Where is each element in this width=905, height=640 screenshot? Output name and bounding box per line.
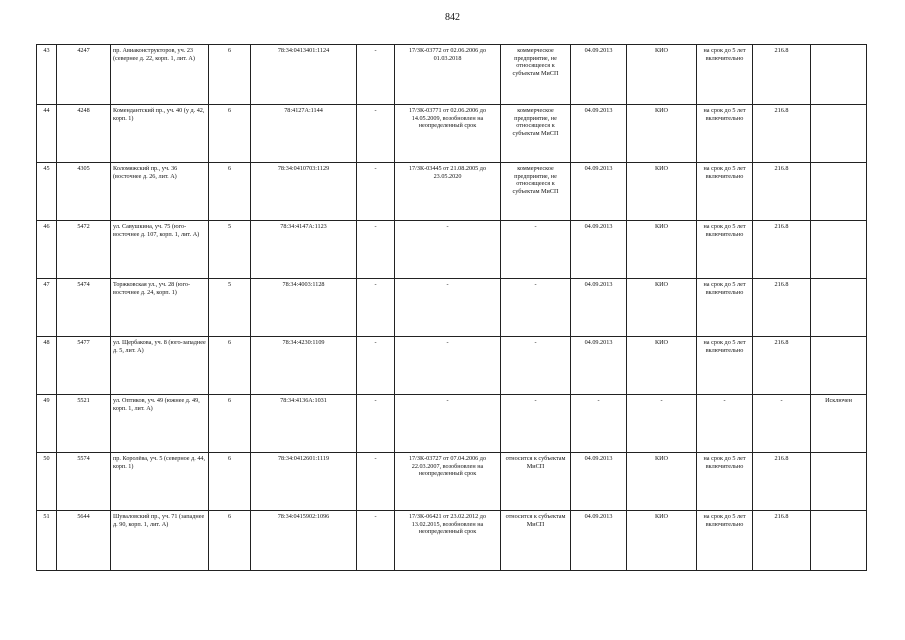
rate-cell: 216.8: [753, 337, 811, 395]
lease-term-cell: на срок до 5 лет включительно: [697, 511, 753, 571]
area-cell: -: [357, 395, 395, 453]
rate-cell: 216.8: [753, 45, 811, 105]
authority-cell: -: [627, 395, 697, 453]
tenant-category-cell: -: [501, 395, 571, 453]
area-cell: -: [357, 453, 395, 511]
table-row: [37, 395, 867, 453]
note-cell: [811, 337, 867, 395]
area-cell: -: [357, 45, 395, 105]
authority-cell: КИО: [627, 453, 697, 511]
lease-contract-cell: 17/ЗК-06421 от 23.02.2012 до 13.02.2015, возобновлен на неопределенный срок: [395, 511, 501, 571]
rate-cell: 216.8: [753, 163, 811, 221]
lease-term-cell: на срок до 5 лет включительно: [697, 221, 753, 279]
date-cell: 04.09.2013: [571, 105, 627, 163]
table-row: [37, 453, 867, 511]
lease-term-cell: на срок до 5 лет включительно: [697, 105, 753, 163]
row-number-cell: 49: [37, 395, 57, 453]
table-row: [37, 511, 867, 571]
note-cell: [811, 511, 867, 571]
rate-cell: 216.8: [753, 221, 811, 279]
tenant-category-cell: -: [501, 337, 571, 395]
authority-cell: КИО: [627, 45, 697, 105]
object-id-cell: 4248: [57, 105, 111, 163]
cadastral-number-cell: 78:34:4147А:1123: [251, 221, 357, 279]
rate-cell: 216.8: [753, 279, 811, 337]
lease-contract-cell: 17/ЗК-03727 от 07.04.2006 до 22.03.2007, возобновлен на неопределенный срок: [395, 453, 501, 511]
table-row: [37, 337, 867, 395]
date-cell: 04.09.2013: [571, 511, 627, 571]
row-number-cell: 51: [37, 511, 57, 571]
area-cell: -: [357, 337, 395, 395]
row-number-cell: 47: [37, 279, 57, 337]
table-row: [37, 221, 867, 279]
note-cell: [811, 163, 867, 221]
lease-term-cell: на срок до 5 лет включительно: [697, 45, 753, 105]
area-cell: -: [357, 511, 395, 571]
lease-contract-cell: 17/ЗК-03772 от 02.06.2006 до 01.03.2018: [395, 45, 501, 105]
zone-cell: 6: [209, 395, 251, 453]
object-id-cell: 4247: [57, 45, 111, 105]
tenant-category-cell: коммерческое предприятие, не относящееся к субъектам МиСП: [501, 45, 571, 105]
page-number: 842: [445, 12, 460, 23]
address-cell: пр. Королёва, уч. 5 (северное д. 44, корп. 1): [111, 453, 209, 511]
rate-cell: 216.8: [753, 453, 811, 511]
authority-cell: КИО: [627, 221, 697, 279]
lease-contract-cell: 17/ЗК-03771 от 02.06.2006 до 14.05.2009, возобновлен на неопределенный срок: [395, 105, 501, 163]
object-id-cell: 5574: [57, 453, 111, 511]
lease-contract-cell: -: [395, 337, 501, 395]
address-cell: ул. Оптиков, уч. 49 (южнее д. 49, корп. 1, лит. А): [111, 395, 209, 453]
note-cell: [811, 279, 867, 337]
authority-cell: КИО: [627, 105, 697, 163]
date-cell: 04.09.2013: [571, 45, 627, 105]
zone-cell: 6: [209, 511, 251, 571]
date-cell: -: [571, 395, 627, 453]
tenant-category-cell: относится к субъектам МиСП: [501, 511, 571, 571]
area-cell: -: [357, 279, 395, 337]
row-number-cell: 45: [37, 163, 57, 221]
date-cell: 04.09.2013: [571, 279, 627, 337]
cadastral-number-cell: 78:34:4003:1128: [251, 279, 357, 337]
row-number-cell: 46: [37, 221, 57, 279]
authority-cell: КИО: [627, 279, 697, 337]
zone-cell: 6: [209, 105, 251, 163]
row-number-cell: 44: [37, 105, 57, 163]
address-cell: ул. Щербакова, уч. 8 (юго-западнее д. 5, лит. А): [111, 337, 209, 395]
cadastral-number-cell: 78:34:0413401:1124: [251, 45, 357, 105]
address-cell: Коломяжский пр., уч. 36 (восточнее д. 26, лит. А): [111, 163, 209, 221]
zone-cell: 5: [209, 279, 251, 337]
lease-term-cell: -: [697, 395, 753, 453]
lease-term-cell: на срок до 5 лет включительно: [697, 279, 753, 337]
note-cell: [811, 105, 867, 163]
table-row: [37, 163, 867, 221]
rate-cell: -: [753, 395, 811, 453]
object-id-cell: 5644: [57, 511, 111, 571]
note-cell: Исключен: [811, 395, 867, 453]
note-cell: [811, 453, 867, 511]
note-cell: [811, 45, 867, 105]
address-cell: пр. Авиаконструкторов, уч. 23 (севернее д. 22, корп. 1, лит. А): [111, 45, 209, 105]
zone-cell: 5: [209, 221, 251, 279]
object-id-cell: 5521: [57, 395, 111, 453]
tenant-category-cell: относится к субъектам МиСП: [501, 453, 571, 511]
address-cell: ул. Савушкина, уч. 75 (юго-восточнее д. 107, корп. 1, лит. А): [111, 221, 209, 279]
zone-cell: 6: [209, 337, 251, 395]
lease-term-cell: на срок до 5 лет включительно: [697, 453, 753, 511]
cadastral-number-cell: 78:34:4136А:1031: [251, 395, 357, 453]
area-cell: -: [357, 163, 395, 221]
area-cell: -: [357, 105, 395, 163]
date-cell: 04.09.2013: [571, 163, 627, 221]
authority-cell: КИО: [627, 511, 697, 571]
lease-contract-cell: -: [395, 221, 501, 279]
lease-contract-cell: 17/ЗК-03445 от 21.08.2005 до 23.05.2020: [395, 163, 501, 221]
cadastral-number-cell: 78:34:0412601:1119: [251, 453, 357, 511]
lease-contract-cell: -: [395, 395, 501, 453]
address-cell: Шуваловский пр., уч. 71 (западнее д. 90, корп. 1, лит. А): [111, 511, 209, 571]
date-cell: 04.09.2013: [571, 221, 627, 279]
address-cell: Комендантский пр., уч. 40 (у д. 42, корп. 1): [111, 105, 209, 163]
zone-cell: 6: [209, 45, 251, 105]
object-id-cell: 5474: [57, 279, 111, 337]
registry-table: [36, 44, 867, 571]
row-number-cell: 43: [37, 45, 57, 105]
date-cell: 04.09.2013: [571, 453, 627, 511]
object-id-cell: 5472: [57, 221, 111, 279]
row-number-cell: 50: [37, 453, 57, 511]
cadastral-number-cell: 78:34:4230:1109: [251, 337, 357, 395]
tenant-category-cell: коммерческое предприятие, не относящееся к субъектам МиСП: [501, 105, 571, 163]
authority-cell: КИО: [627, 163, 697, 221]
tenant-category-cell: -: [501, 221, 571, 279]
area-cell: -: [357, 221, 395, 279]
table-row: [37, 105, 867, 163]
lease-term-cell: на срок до 5 лет включительно: [697, 337, 753, 395]
cadastral-number-cell: 78:4127А:1144: [251, 105, 357, 163]
object-id-cell: 4305: [57, 163, 111, 221]
tenant-category-cell: -: [501, 279, 571, 337]
tenant-category-cell: коммерческое предприятие, не относящееся к субъектам МиСП: [501, 163, 571, 221]
zone-cell: 6: [209, 453, 251, 511]
zone-cell: 6: [209, 163, 251, 221]
row-number-cell: 48: [37, 337, 57, 395]
address-cell: Торжковская ул., уч. 28 (юго-восточнее д. 24, корп. 1): [111, 279, 209, 337]
table-body: [37, 45, 867, 571]
object-id-cell: 5477: [57, 337, 111, 395]
rate-cell: 216.8: [753, 105, 811, 163]
cadastral-number-cell: 78:34:0410703:1129: [251, 163, 357, 221]
lease-term-cell: на срок до 5 лет включительно: [697, 163, 753, 221]
lease-contract-cell: -: [395, 279, 501, 337]
table-row: [37, 45, 867, 105]
authority-cell: КИО: [627, 337, 697, 395]
note-cell: [811, 221, 867, 279]
rate-cell: 216.8: [753, 511, 811, 571]
table-row: [37, 279, 867, 337]
cadastral-number-cell: 78:34:0415902:1096: [251, 511, 357, 571]
date-cell: 04.09.2013: [571, 337, 627, 395]
